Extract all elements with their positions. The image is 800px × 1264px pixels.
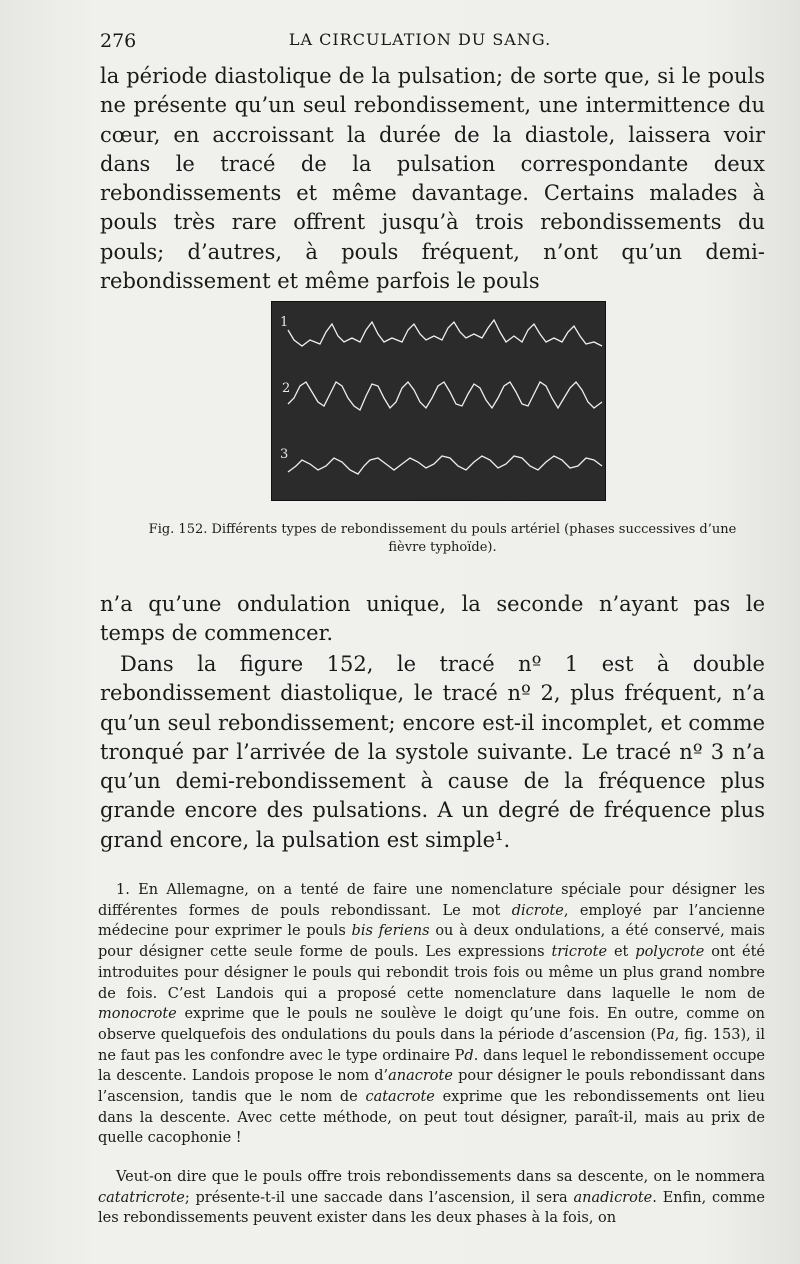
pulse-trace-1 [288, 320, 602, 346]
footnote-text: . Enfin, comme les rebondissements peuvent exister dans les deux phases à la fois, on [98, 1189, 765, 1227]
trace-label-2: 2 [282, 381, 291, 396]
footnote-text: , employé par l’ancienne médecine pour exprimer le pouls [98, 902, 765, 940]
footnote-text: exprime que les rebondissements ont lieu dans la descente. Avec cette méthode, on peut tout désigner, paraît-il, mais au prix de quelle cacophonie ! [98, 1089, 766, 1147]
footnote-term: bis feriens [351, 923, 430, 940]
trace-label-3: 3 [280, 447, 289, 462]
footnote-text: et [607, 944, 636, 961]
body-paragraph-1: la période diastolique de la pulsation; de sorte que, si le pouls ne présente qu’un seul rebondissement, une intermittence du cœur, en accroissant la durée de la diastole, laissera voir dans le tracé de la pulsation correspondante deux rebondissements et même davantage. Certains malades à pouls très rare offrent jusqu’à trois rebondissements du pouls; d’autres, à pouls fréquent, n’ont qu’un demi-rebondissement et même parfois le pouls [100, 64, 765, 294]
pulse-trace-3 [288, 456, 602, 474]
footnote-term: catatricrote [98, 1189, 185, 1206]
running-head: LA CIRCULATION DU SANG. [288, 30, 552, 49]
footnote-term: polycrote [635, 944, 705, 961]
footnote-1 [98, 880, 765, 1149]
pulse-trace-2 [288, 382, 602, 410]
footnote-term: a [665, 1026, 675, 1043]
footnote-text: Veut-on dire que le pouls offre trois rebondissements dans sa descente, on le nommera [116, 1169, 765, 1185]
pulse-traces-image [272, 302, 605, 500]
body-paragraph-3: Dans la figure 152, le tracé nº 1 est à double rebondissement diastolique, le tracé nº 2, plus fréquent, n’a qu’un seul rebondissement; encore est-il incomplet, et comme tronqué par l’arrivée de la systole suivante. Le tracé nº 3 n’a qu’un demi-rebondissement à cause de la fréquence plus grande encore des pulsations. A un degré de fréquence plus grand encore, la pulsation est simple¹. [100, 652, 765, 852]
footnote-text: . dans lequel le rebondissement occupe la descente. Landois propose le nom d’ [98, 1047, 765, 1085]
figure-caption: Fig. 152. Différents types de rebondissement du pouls artériel (phases successives d’une fièvre typhoïde). [148, 522, 737, 555]
body-paragraph-2: n’a qu’une ondulation unique, la seconde n’ayant pas le temps de commencer. [100, 592, 765, 646]
footnote-text: , fig. 153), il ne faut pas les confondre avec le type ordinaire P [98, 1026, 766, 1064]
footnote-term: d [464, 1047, 474, 1064]
page-number: 276 [100, 30, 137, 52]
footnote-text: exprime que le pouls ne soulève le doigt qu’une fois. En outre, comme on observe quelquefois des ondulations du pouls dans la période d’ascension (P [98, 1006, 765, 1043]
page-header [100, 30, 740, 56]
footnote-text: ou à deux ondulations, a été conservé, mais pour désigner cette seule forme de pouls. Les expressions [98, 923, 765, 961]
footnote-text: pour désigner le pouls rebondissant dans l’ascension, tandis que le nom de [98, 1068, 766, 1106]
footnote-2 [98, 1167, 765, 1229]
footnote-term: tricrote [551, 944, 608, 961]
footnote-text: ; présente-t-il une saccade dans l’ascension, il sera [184, 1189, 574, 1206]
footnote-text: ont été introduites pour désigner le pouls qui rebondit trois fois ou même un plus grand nombre de fois. C’est Landois qui a proposé cette nomenclature dans laquelle le nom de [98, 944, 765, 1002]
footnote-term: dicrote [511, 902, 564, 919]
footnote-term: catacrote [365, 1089, 435, 1106]
footnote-text: 1. En Allemagne, on a tenté de faire une nomenclature spéciale pour désigner les différentes formes de pouls rebondissant. Le mot [98, 882, 765, 919]
footnote-term: monocrote [98, 1006, 177, 1023]
figure-152 [271, 301, 606, 501]
footnote-term: anacrote [388, 1068, 453, 1085]
footnote-term: anadicrote [573, 1189, 653, 1206]
trace-label-1: 1 [280, 315, 289, 330]
